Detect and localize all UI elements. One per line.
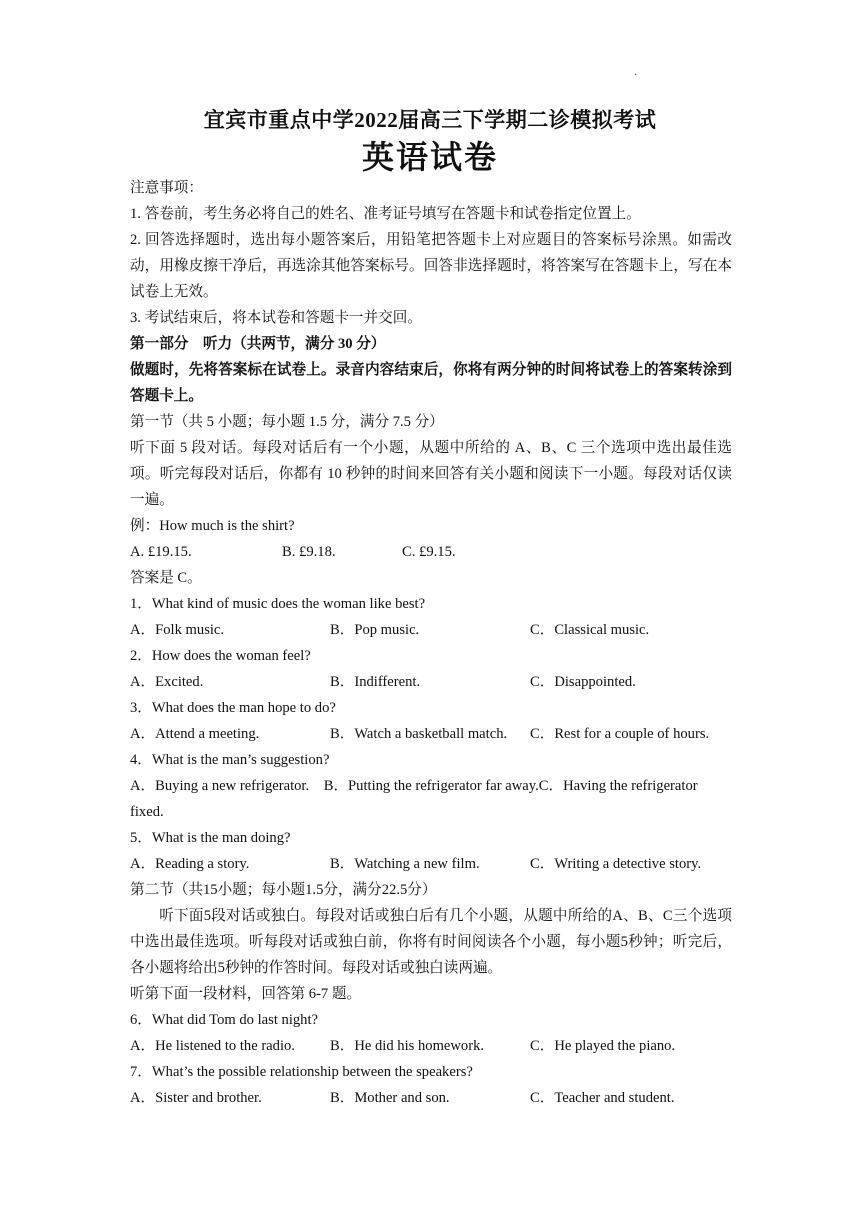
option-c: C．Rest for a couple of hours. xyxy=(530,726,710,742)
option-c: C．Teacher and student. xyxy=(530,1090,675,1106)
option-a: A．He listened to the radio. xyxy=(130,1038,295,1054)
part1-instruction: 做题时，先将答案标在试卷上。录音内容结束后，你将有两分钟的时间将试卷上的答案转涂到答题卡上。 xyxy=(130,362,732,404)
option-a: A．Sister and brother. xyxy=(130,1090,262,1106)
note-2: 2. 回答选择题时，选出每小题答案后，用铅笔把答题卡上对应题目的答案标号涂黑。如需改动，用橡皮擦干净后，再选涂其他答案标号。回答非选择题时，将答案写在答题卡上，写在本试卷上无效。 xyxy=(130,232,732,300)
question-3-options xyxy=(130,721,732,747)
example-answer: 答案是 C。 xyxy=(130,570,202,586)
option-c: C．Writing a detective story. xyxy=(530,856,702,872)
page-dot: · xyxy=(634,70,638,81)
part1-heading: 第一部分 听力（共两节，满分 30 分） xyxy=(130,336,386,352)
section2-directions: 听下面5段对话或独白。每段对话或独白后有几个小题，从题中所给的A、B、C三个选项中选出最佳选项。听每段对话或独白前，你将有时间阅读各个小题，每小题5秒钟；听完后，各小题将给出5秒钟的作答时间。每段对话或独白读两遍。 xyxy=(130,908,732,976)
section2-heading: 第二节（共15小题；每小题1.5分，满分22.5分） xyxy=(130,882,437,898)
exam-title: 宜宾市重点中学2022届高三下学期二诊模拟考试 xyxy=(203,108,657,132)
example-question: 例：How much is the shirt? xyxy=(130,518,295,534)
question-5-options xyxy=(130,851,732,877)
option-a: A．Excited. xyxy=(130,674,204,690)
option-c: C．He played the piano. xyxy=(530,1038,676,1054)
option-b: B．Pop music. xyxy=(330,622,420,638)
question-4-options-line2: fixed. xyxy=(130,804,164,820)
exam-content xyxy=(130,175,732,1111)
question-6-options xyxy=(130,1033,732,1059)
option-a: A．Reading a story. xyxy=(130,856,250,872)
question-2: 2．How does the woman feel? xyxy=(130,648,311,664)
question-4: 4．What is the man’s suggestion? xyxy=(130,752,330,768)
example-option-c: C. £9.15. xyxy=(402,544,456,560)
option-b: B．He did his homework. xyxy=(330,1038,485,1054)
option-b: B．Watch a basketball match. xyxy=(330,726,508,742)
section1-heading: 第一节（共 5 小题；每小题 1.5 分，满分 7.5 分） xyxy=(130,414,444,430)
example-option-a: A. £19.15. xyxy=(130,544,192,560)
section1-directions: 听下面 5 段对话。每段对话后有一个小题，从题中所给的 A、B、C 三个选项中选出最佳选项。听完每段对话后，你都有 10 秒钟的时间来回答有关小题和阅读下一小题。每段对话仅读一遍。 xyxy=(130,440,732,508)
question-2-options xyxy=(130,669,732,695)
option-c: C．Disappointed. xyxy=(530,674,636,690)
note-3: 3. 考试结束后，将本试卷和答题卡一并交回。 xyxy=(130,310,422,326)
question-3: 3．What does the man hope to do? xyxy=(130,700,336,716)
question-4-options-line1: A．Buying a new refrigerator. B．Putting the refrigerator far away.C．Having the refrigerator xyxy=(130,778,698,794)
question-7: 7．What’s the possible relationship between the speakers? xyxy=(130,1064,473,1080)
example-options xyxy=(130,539,732,565)
question-1: 1．What kind of music does the woman like best? xyxy=(130,596,426,612)
option-b: B．Watching a new film. xyxy=(330,856,480,872)
question-1-options xyxy=(130,617,732,643)
question-7-options xyxy=(130,1085,732,1111)
note-1: 1. 答卷前，考生务必将自己的姓名、准考证号填写在答题卡和试卷指定位置上。 xyxy=(130,206,641,222)
question-6: 6．What did Tom do last night? xyxy=(130,1012,319,1028)
example-option-b: B. £9.18. xyxy=(282,544,336,560)
notes-heading: 注意事项： xyxy=(130,180,203,196)
option-a: A．Attend a meeting. xyxy=(130,726,260,742)
option-c: C．Classical music. xyxy=(530,622,650,638)
question-5: 5．What is the man doing? xyxy=(130,830,291,846)
material-instruction: 听第下面一段材料，回答第 6-7 题。 xyxy=(130,986,362,1002)
option-b: B．Indifferent. xyxy=(330,674,421,690)
option-b: B．Mother and son. xyxy=(330,1090,450,1106)
exam-subtitle: 英语试卷 xyxy=(361,139,498,175)
option-a: A．Folk music. xyxy=(130,622,225,638)
